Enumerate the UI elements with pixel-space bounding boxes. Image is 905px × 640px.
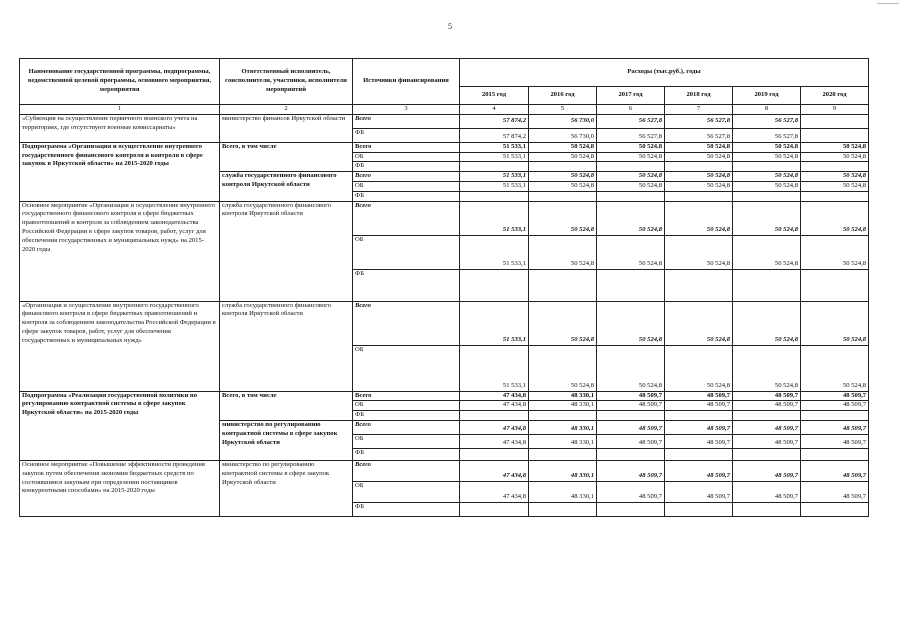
funding-source: Всего	[353, 391, 460, 401]
funding-source: Всего	[353, 114, 460, 128]
expense-value	[665, 162, 733, 172]
funding-source: ФБ	[353, 191, 460, 201]
expense-value: 50 524,8	[733, 142, 801, 152]
expense-value	[460, 269, 529, 301]
expense-value: 50 524,8	[665, 181, 733, 191]
expense-value: 50 524,8	[597, 172, 665, 182]
expense-value: 48 509,7	[597, 391, 665, 401]
expense-value: 47 434,8	[460, 434, 529, 448]
header-year: 2017 год	[597, 87, 665, 105]
expense-value: 51 533,1	[460, 142, 529, 152]
expense-value	[801, 269, 869, 301]
expense-value	[733, 162, 801, 172]
responsible-executor: министерство финансов Иркутской области	[220, 114, 353, 142]
expense-value: 50 524,8	[665, 345, 733, 391]
expense-value: 51 533,1	[460, 345, 529, 391]
responsible-executor: министерство по регулированию контрактной системы в сфере закупок Иркутской области	[220, 420, 353, 460]
funding-source: Всего	[353, 301, 460, 345]
expense-value: 48 509,7	[733, 420, 801, 434]
column-number: 1	[20, 105, 220, 115]
funding-source: ФБ	[353, 128, 460, 142]
header-responsible: Ответственный исполнитель, соисполнители, участники, исполнители мероприятий	[220, 59, 353, 105]
expense-value: 50 524,8	[665, 152, 733, 162]
expense-value	[801, 411, 869, 421]
expense-value: 50 524,8	[597, 301, 665, 345]
header-year: 2015 год	[460, 87, 529, 105]
column-number: 7	[665, 105, 733, 115]
funding-source: ФБ	[353, 502, 460, 516]
expense-value: 48 509,7	[597, 481, 665, 502]
expense-value: 48 509,7	[801, 420, 869, 434]
table-row	[20, 301, 869, 345]
expense-value: 50 524,8	[597, 201, 665, 235]
expense-value: 48 509,7	[597, 460, 665, 481]
expense-value: 56 527,8	[733, 114, 801, 128]
expense-value: 48 509,7	[801, 401, 869, 411]
expense-value: 50 524,8	[597, 142, 665, 152]
expense-value: 50 524,8	[665, 142, 733, 152]
expense-value: 50 524,8	[665, 235, 733, 269]
funding-source: ОБ	[353, 401, 460, 411]
expense-value	[733, 502, 801, 516]
expense-value: 50 524,8	[529, 235, 597, 269]
program-name: Основное мероприятие «Повышение эффективности проведения закупок путем обеспечения экономии бюджетных средств по состоявшимся закупкам при определении поставщиков конкурентными способами» на 2015-2020 годы	[20, 460, 220, 516]
expenses-table	[19, 58, 869, 517]
expense-value	[529, 162, 597, 172]
funding-source: Всего	[353, 142, 460, 152]
expense-value: 50 524,8	[665, 301, 733, 345]
expense-value: 50 524,8	[801, 235, 869, 269]
column-number-row	[20, 105, 869, 115]
funding-source: ОБ	[353, 181, 460, 191]
funding-source: ОБ	[353, 481, 460, 502]
expense-value: 50 524,8	[597, 345, 665, 391]
expense-value: 48 330,1	[529, 401, 597, 411]
table-row	[20, 142, 869, 152]
expense-value	[801, 502, 869, 516]
expense-value: 50 524,8	[529, 181, 597, 191]
responsible-executor: служба государственного финансового контроля Иркутской области	[220, 201, 353, 301]
column-number: 3	[353, 105, 460, 115]
expense-value: 50 524,8	[801, 172, 869, 182]
expense-value: 50 524,8	[665, 172, 733, 182]
responsible-executor: министерство по регулированию контрактной системы в сфере закупок Иркутской области	[220, 460, 353, 516]
expense-value	[733, 269, 801, 301]
expense-value	[801, 114, 869, 128]
expense-value: 48 509,7	[801, 391, 869, 401]
program-name: Подпрограмма «Реализация государственной политики по регулированию контрактной системы в сфере закупок Иркутской области» на 2015-2020 годы	[20, 391, 220, 460]
expense-value: 50 524,8	[733, 172, 801, 182]
expense-value: 57 874,2	[460, 128, 529, 142]
expense-value: 48 509,7	[733, 481, 801, 502]
expense-value: 48 509,7	[801, 481, 869, 502]
expense-value	[801, 191, 869, 201]
program-name: «Организация и осуществление внутреннего государственного финансового контроля в сфере бюджетных правоотношений и контроля за соблюдением законодательства Российской Федерации в сфере закупок товаров, работ, услуг для обеспечения государственных и муниципальных нужд»	[20, 301, 220, 391]
expense-value: 50 524,8	[733, 152, 801, 162]
funding-source: ОБ	[353, 434, 460, 448]
column-number: 8	[733, 105, 801, 115]
expense-value	[801, 128, 869, 142]
expense-value: 50 524,8	[597, 152, 665, 162]
expense-value: 50 524,8	[801, 301, 869, 345]
expense-value: 56 730,0	[529, 128, 597, 142]
expense-value: 48 509,7	[597, 401, 665, 411]
expense-value: 48 509,7	[733, 391, 801, 401]
expense-value: 48 330,1	[529, 420, 597, 434]
expense-value: 50 524,8	[597, 235, 665, 269]
column-number: 2	[220, 105, 353, 115]
expense-value: 50 524,8	[733, 301, 801, 345]
expense-value	[597, 411, 665, 421]
header-year: 2019 год	[733, 87, 801, 105]
expense-value: 50 524,8	[801, 181, 869, 191]
expense-value	[665, 191, 733, 201]
expense-value: 50 524,8	[801, 201, 869, 235]
expense-value: 50 524,8	[529, 142, 597, 152]
responsible-executor: служба государственного финансового контроля Иркутской области	[220, 301, 353, 391]
funding-source: Всего	[353, 460, 460, 481]
column-number: 4	[460, 105, 529, 115]
funding-source: Всего	[353, 201, 460, 235]
expense-value	[460, 411, 529, 421]
expense-value: 56 527,8	[665, 114, 733, 128]
expense-value	[665, 448, 733, 460]
funding-source: ОБ	[353, 345, 460, 391]
expense-value	[801, 162, 869, 172]
expense-value	[733, 191, 801, 201]
responsible-executor: Всего, в том числе	[220, 391, 353, 420]
expense-value	[597, 269, 665, 301]
expense-value: 48 509,7	[801, 460, 869, 481]
expense-value: 50 524,8	[733, 181, 801, 191]
expense-value	[733, 448, 801, 460]
expense-value: 50 524,8	[733, 201, 801, 235]
column-number: 6	[597, 105, 665, 115]
funding-source: ОБ	[353, 152, 460, 162]
expense-value	[460, 191, 529, 201]
expense-value	[529, 411, 597, 421]
column-number: 5	[529, 105, 597, 115]
responsible-executor: Всего, в том числе	[220, 142, 353, 171]
expense-value	[529, 502, 597, 516]
expense-value: 51 533,1	[460, 301, 529, 345]
expense-value: 50 524,8	[733, 345, 801, 391]
expense-value: 48 509,7	[801, 434, 869, 448]
expense-value	[597, 191, 665, 201]
header-year: 2018 год	[665, 87, 733, 105]
expense-value: 56 527,8	[733, 128, 801, 142]
table-row	[20, 201, 869, 235]
expense-value	[460, 502, 529, 516]
expense-value	[529, 191, 597, 201]
expense-value	[665, 502, 733, 516]
program-name: Основное мероприятие «Организация и осуществление внутреннего государственного финансового контроля в сфере бюджетных правоотношений и контроля за соблюдением законодательства Российской Федерации в сфере закупок товаров, работ, услуг для обеспечения государственных и муниципальных нужд» на 2015-2020 годы	[20, 201, 220, 301]
expense-value: 51 533,1	[460, 172, 529, 182]
expense-value: 57 874,2	[460, 114, 529, 128]
expense-value: 50 524,8	[529, 152, 597, 162]
expense-value: 50 524,8	[529, 172, 597, 182]
expense-value: 47 434,8	[460, 420, 529, 434]
expense-value: 48 509,7	[665, 434, 733, 448]
expense-value	[597, 502, 665, 516]
column-number: 9	[801, 105, 869, 115]
expense-value: 48 330,1	[529, 460, 597, 481]
funding-source: ФБ	[353, 269, 460, 301]
expense-value: 50 524,8	[733, 235, 801, 269]
expense-value	[665, 269, 733, 301]
funding-source: ФБ	[353, 411, 460, 421]
expense-value: 48 509,7	[665, 460, 733, 481]
header-year: 2020 год	[801, 87, 869, 105]
expense-value: 50 524,8	[801, 152, 869, 162]
expense-value: 48 509,7	[733, 460, 801, 481]
expense-value: 48 509,7	[665, 401, 733, 411]
expense-value: 51 533,1	[460, 181, 529, 191]
header-source: Источники финансирования	[353, 59, 460, 105]
expense-value: 47 434,8	[460, 391, 529, 401]
expense-value: 47 434,8	[460, 401, 529, 411]
expense-value: 48 509,7	[665, 391, 733, 401]
expense-value: 50 524,8	[665, 201, 733, 235]
expense-value	[597, 162, 665, 172]
header-expenses: Расходы (тыс.руб.), годы	[460, 59, 869, 87]
expense-value	[597, 448, 665, 460]
expense-value	[460, 448, 529, 460]
funding-source: Всего	[353, 420, 460, 434]
header-name: Наименование государственной программы, подпрограммы, ведомственной целевой программы, основного мероприятия, мероприятия	[20, 59, 220, 105]
expense-value: 47 434,8	[460, 481, 529, 502]
program-name: Подпрограмма «Организация и осуществление внутреннего государственного финансового контроля и контроля в сфере закупок в Иркутской области» на 2015-2020 годы	[20, 142, 220, 201]
header-year: 2016 год	[529, 87, 597, 105]
responsible-executor: служба государственного финансового контроля Иркутской области	[220, 172, 353, 201]
expense-value: 50 524,8	[529, 301, 597, 345]
expense-value: 48 509,7	[665, 481, 733, 502]
expense-value: 50 524,8	[801, 142, 869, 152]
table-row	[20, 460, 869, 481]
funding-source: ФБ	[353, 162, 460, 172]
expense-value	[665, 411, 733, 421]
expense-value: 48 509,7	[733, 434, 801, 448]
expense-value	[529, 448, 597, 460]
expense-value: 56 730,0	[529, 114, 597, 128]
page-number: 5	[448, 22, 452, 31]
funding-source: Всего	[353, 172, 460, 182]
expense-value: 50 524,8	[597, 181, 665, 191]
expense-value: 50 524,8	[529, 345, 597, 391]
table-row	[20, 114, 869, 128]
expense-value	[801, 448, 869, 460]
expense-value: 56 527,8	[597, 114, 665, 128]
expense-value: 56 527,8	[597, 128, 665, 142]
expense-value: 48 509,7	[665, 420, 733, 434]
program-name: «Субвенция на осуществление первичного воинского учета на территориях, где отсутствуют военные комиссариаты»	[20, 114, 220, 142]
expense-value: 50 524,8	[801, 345, 869, 391]
expense-value	[529, 269, 597, 301]
expense-value: 51 533,1	[460, 152, 529, 162]
expense-value: 48 330,1	[529, 391, 597, 401]
expense-value: 47 434,8	[460, 460, 529, 481]
expense-value: 48 509,7	[597, 434, 665, 448]
expense-value: 50 524,8	[529, 201, 597, 235]
expense-value: 48 330,1	[529, 481, 597, 502]
expense-value: 51 533,1	[460, 235, 529, 269]
table-row	[20, 391, 869, 401]
expense-value	[733, 411, 801, 421]
expense-value	[460, 162, 529, 172]
expense-value: 56 527,8	[665, 128, 733, 142]
funding-source: ОБ	[353, 235, 460, 269]
expense-value: 48 509,7	[733, 401, 801, 411]
expense-value: 51 533,1	[460, 201, 529, 235]
funding-source: ФБ	[353, 448, 460, 460]
expense-value: 48 330,1	[529, 434, 597, 448]
corner-mark	[877, 3, 899, 4]
expense-value: 48 509,7	[597, 420, 665, 434]
